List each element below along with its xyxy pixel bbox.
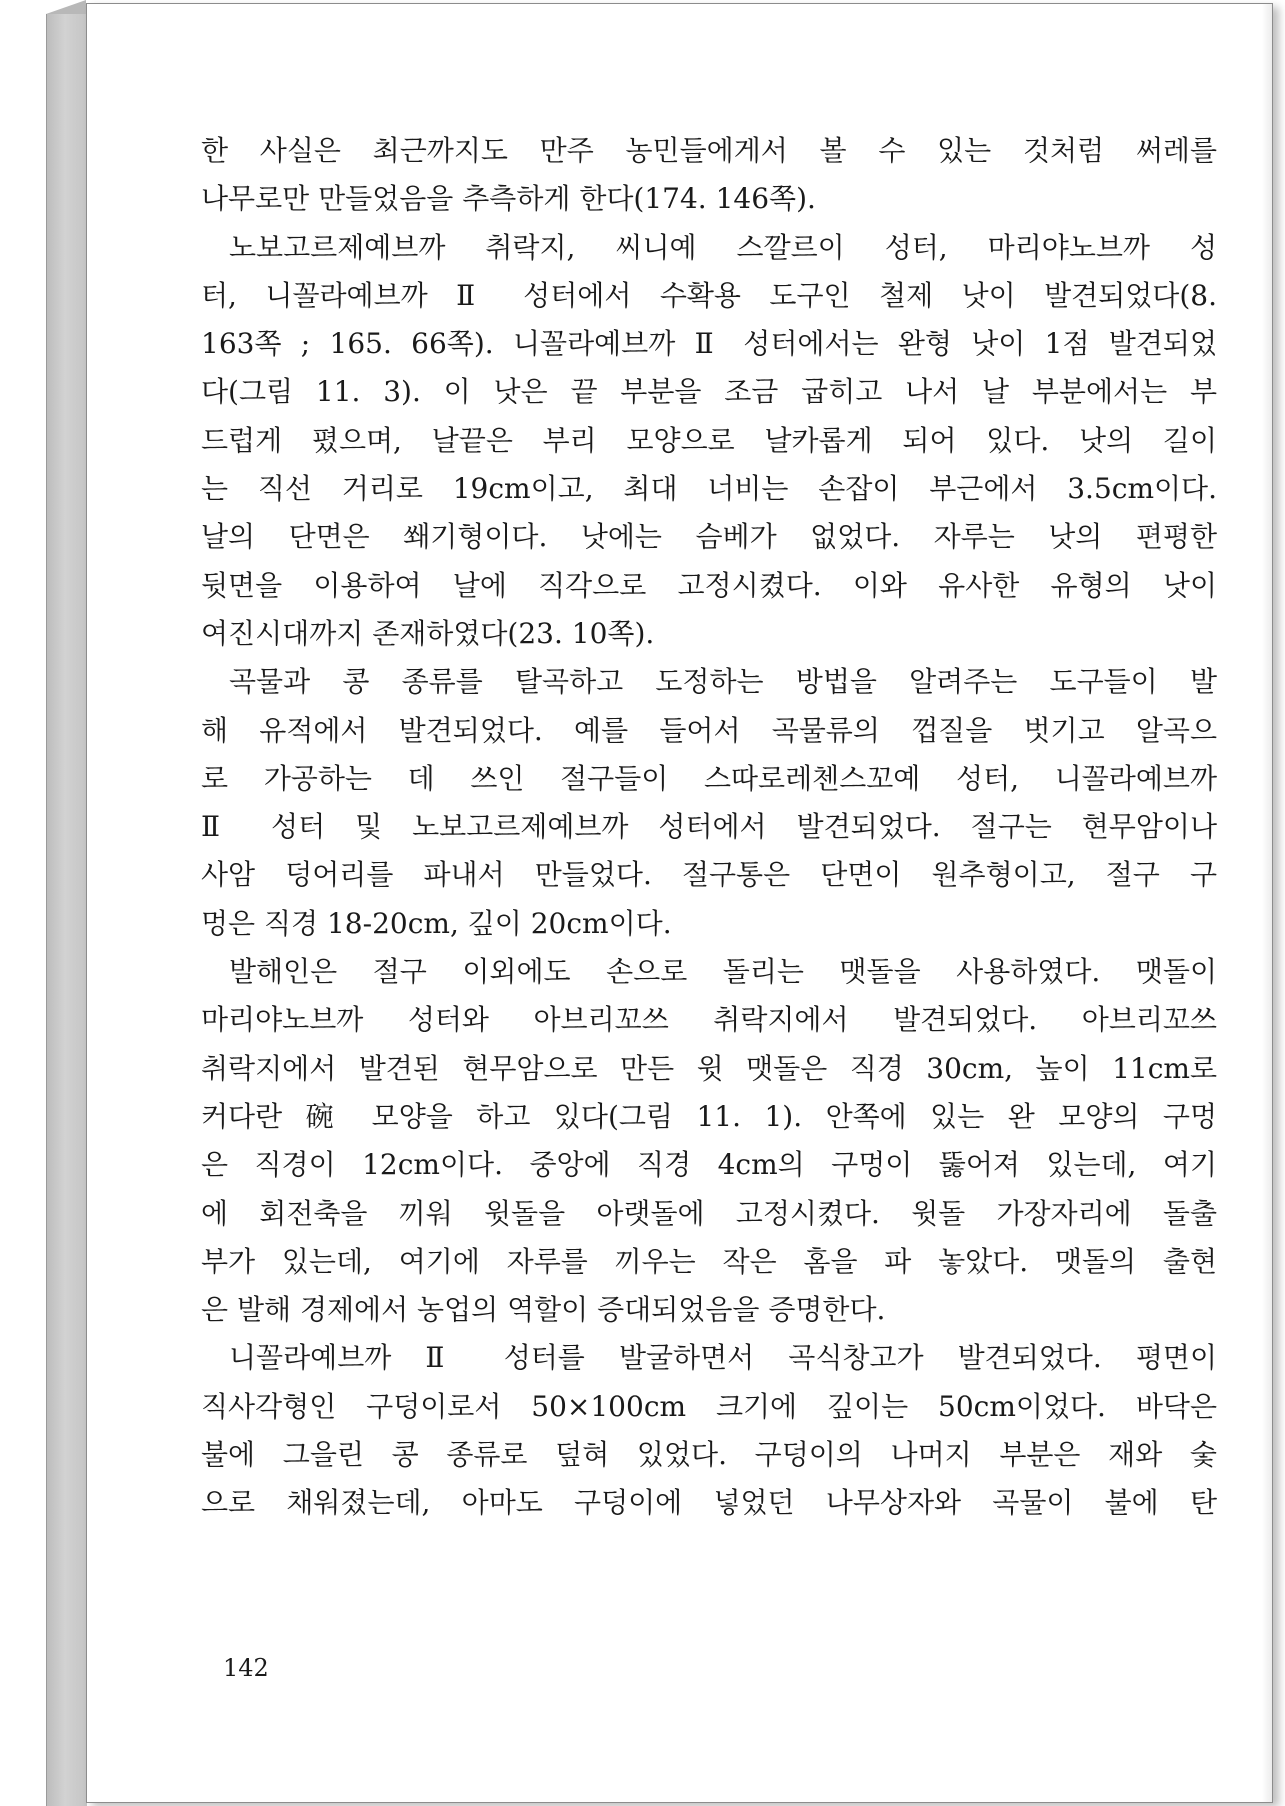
book-spine: [46, 14, 87, 1806]
text-line: 에 회전축을 끼워 윗돌을 아랫돌에 고정시켰다. 윗돌 가장자리에 돌출: [201, 1196, 1217, 1230]
text-line: 부가 있는데, 여기에 자루를 끼우는 작은 홈을 파 놓았다. 맷돌의 출현: [201, 1244, 1217, 1278]
text-line: 니꼴라예브까 Ⅱ 성터를 발굴하면서 곡식창고가 발견되었다. 평면이: [229, 1341, 1217, 1375]
text-line: 노보고르제예브까 취락지, 씨니예 스깔르이 성터, 마리야노브까 성: [229, 230, 1217, 264]
text-line: 드럽게 폈으며, 날끝은 부리 모양으로 날카롭게 되어 있다. 낫의 길이: [201, 423, 1217, 457]
book-page: [86, 3, 1273, 1803]
page-edge-shadow: [1262, 4, 1272, 1802]
text-line: 마리야노브까 성터와 아브리꼬쓰 취락지에서 발견되었다. 아브리꼬쓰: [201, 1003, 1217, 1037]
text-line: 취락지에서 발견된 현무암으로 만든 윗 맷돌은 직경 30cm, 높이 11cm로: [201, 1051, 1217, 1085]
text-line: 로 가공하는 데 쓰인 절구들이 스따로레첸스꼬예 성터, 니꼴라예브까: [201, 761, 1217, 795]
text-line: 멍은 직경 18-20cm, 깊이 20cm이다.: [201, 906, 672, 940]
text-line: 곡물과 콩 종류를 탈곡하고 도정하는 방법을 알려주는 도구들이 발: [229, 665, 1217, 699]
text-line: 여진시대까지 존재하였다(23. 10쪽).: [201, 616, 655, 650]
text-line: 사암 덩어리를 파내서 만들었다. 절구통은 단면이 원추형이고, 절구 구: [201, 858, 1217, 892]
text-line: 는 직선 거리로 19cm이고, 최대 너비는 손잡이 부근에서 3.5cm이다.: [201, 472, 1217, 506]
text-line: 불에 그을린 콩 종류로 덮혀 있었다. 구덩이의 나머지 부분은 재와 숯: [201, 1438, 1217, 1472]
text-line: 커다란 碗 모양을 하고 있다(그림 11. 1). 안쪽에 있는 완 모양의 구멍: [201, 1099, 1217, 1133]
text-line: 다(그림 11. 3). 이 낫은 끝 부분을 조금 굽히고 나서 날 부분에서는 부: [201, 375, 1217, 409]
text-line: 163쪽 ; 165. 66쪽). 니꼴라예브까 Ⅱ 성터에서는 완형 낫이 1점 발견되었: [201, 327, 1217, 361]
text-line: 직사각형인 구덩이로서 50×100cm 크기에 깊이는 50cm이었다. 바닥은: [201, 1389, 1217, 1423]
text-line: Ⅱ 성터 및 노보고르제예브까 성터에서 발견되었다. 절구는 현무암이나: [201, 810, 1217, 844]
text-line: 뒷면을 이용하여 날에 직각으로 고정시켰다. 이와 유사한 유형의 낫이: [201, 568, 1217, 602]
book-spine-top: [46, 0, 86, 14]
text-line: 날의 단면은 쐐기형이다. 낫에는 슴베가 없었다. 자루는 낫의 편평한: [201, 520, 1217, 554]
text-line: 해 유적에서 발견되었다. 예를 들어서 곡물류의 껍질을 벗기고 알곡으: [201, 713, 1217, 747]
body-text: [201, 127, 1217, 1528]
text-line: 나무로만 만들었음을 추측하게 한다(174. 146쪽).: [201, 182, 816, 216]
text-line: 한 사실은 최근까지도 만주 농민들에게서 볼 수 있는 것처럼 써레를: [201, 134, 1217, 167]
text-line: 으로 채워졌는데, 아마도 구덩이에 넣었던 나무상자와 곡물이 불에 탄: [201, 1486, 1217, 1520]
page-number: 142: [223, 1654, 269, 1682]
text-line: 은 직경이 12cm이다. 중앙에 직경 4cm의 구멍이 뚫어져 있는데, 여기: [201, 1148, 1217, 1182]
text-line: 터, 니꼴라예브까 Ⅱ 성터에서 수확용 도구인 철제 낫이 발견되었다(8.: [201, 278, 1217, 312]
text-line: 발해인은 절구 이외에도 손으로 돌리는 맷돌을 사용하였다. 맷돌이: [229, 955, 1217, 989]
text-line: 은 발해 경제에서 농업의 역할이 증대되었음을 증명한다.: [201, 1293, 886, 1327]
